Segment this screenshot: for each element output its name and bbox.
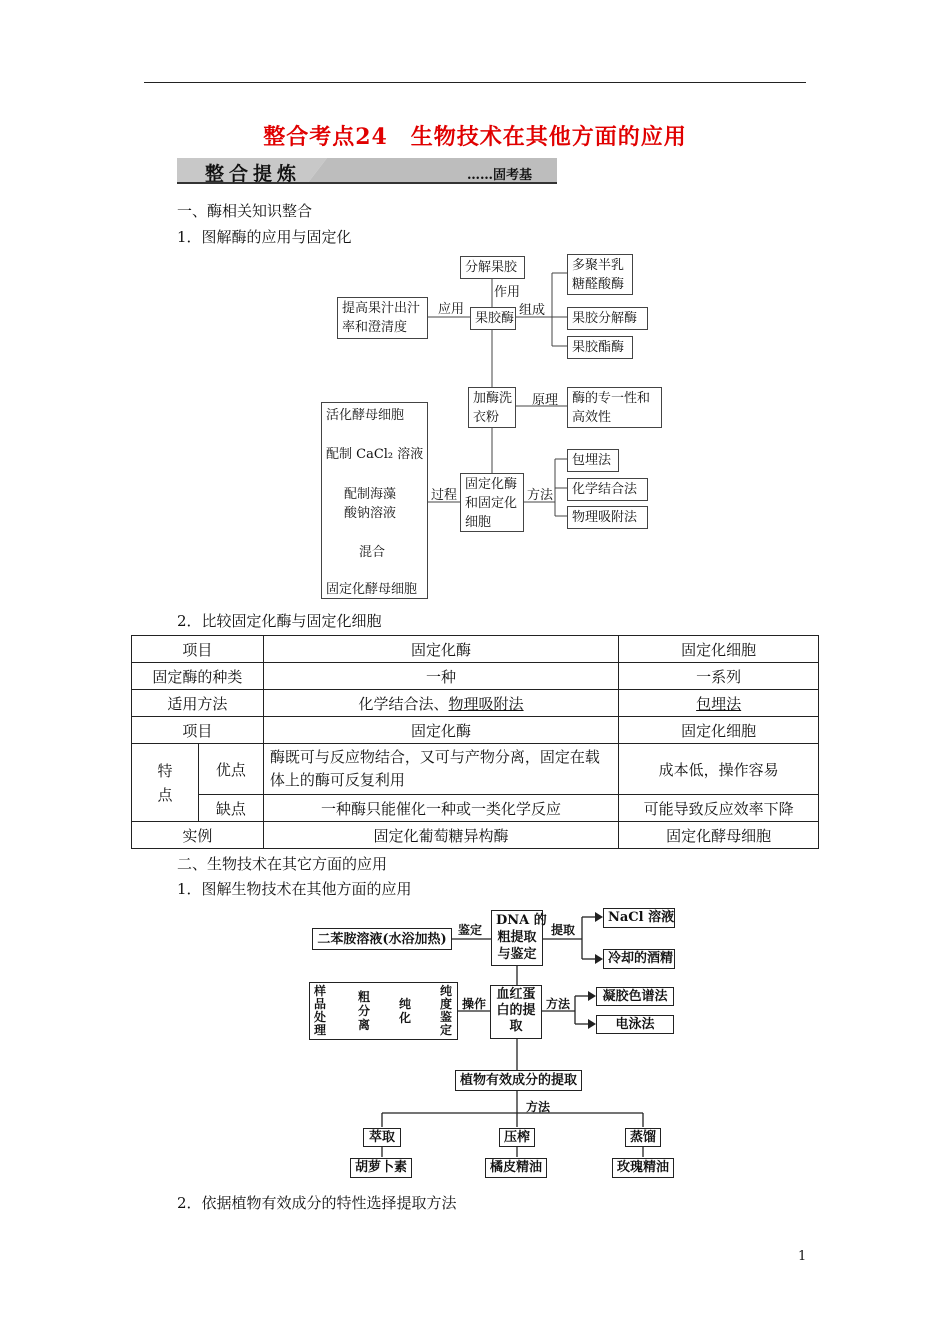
dna-box (491, 910, 547, 966)
chemical-binding-box: 化学结合法 (567, 478, 648, 501)
purify-char-1: 纯 (399, 997, 412, 1011)
entrapment-text: 包埋法 (696, 694, 742, 713)
enzyme-1-line-2: 糖醛酸酶 (572, 277, 625, 292)
step-activate-yeast: 活化酵母细胞 (326, 408, 405, 423)
step-alginate-1: 配制海藻 (344, 487, 397, 502)
sample-label (314, 985, 326, 1037)
section-2-heading: 二、生物技术在其它方面的应用 (177, 855, 388, 873)
hemoglobin-line-2: 白的提 (496, 1003, 536, 1018)
purity-char-3: 鉴 (440, 1010, 453, 1024)
section-1-sub1: 1．图解酶的应用与固定化 (177, 228, 352, 246)
purity-char-1: 纯 (440, 984, 453, 998)
step-immobilized-yeast: 固定化酵母细胞 (326, 582, 418, 597)
detergent-line-1: 加酶洗 (473, 391, 513, 406)
table-cell: 适用方法 (132, 690, 264, 717)
purify-label (399, 997, 411, 1025)
section-1-sub2: 2．比较固定化酶与固定化细胞 (177, 612, 382, 630)
crude-char-3: 离 (358, 1018, 371, 1032)
chem-binding-text: 化学结合法、 (358, 694, 449, 713)
table-cell: 固定化细胞 (619, 636, 819, 663)
enzyme-1-line-1: 多聚半乳 (572, 258, 625, 273)
specificity-line-1: 酶的专一性和 (572, 391, 651, 406)
table-cell: 实例 (132, 822, 264, 849)
immobilized-line-2: 和固定化 (465, 496, 518, 511)
step-alginate-2: 酸钠溶液 (344, 506, 397, 521)
step-prepare-cacl2: 配制 CaCl₂ 溶液 (326, 447, 424, 462)
crude-label (358, 990, 370, 1032)
carotene-box: 胡萝卜素 (350, 1158, 412, 1178)
purity-label (440, 985, 452, 1037)
process-label: 过程 (431, 488, 458, 503)
purity-char-4: 定 (440, 1023, 453, 1037)
hemoglobin-line-1: 血红蛋 (496, 987, 536, 1002)
table-cell: 固定化酶 (263, 717, 618, 744)
page-number: 1 (798, 1249, 807, 1264)
dna-line-2: 粗提取 (497, 930, 537, 945)
section-2-sub1: 1．图解生物技术在其他方面的应用 (177, 880, 412, 898)
crude-char-2: 分 (358, 1004, 371, 1018)
gel-box: 凝胶色谱法 (596, 987, 674, 1006)
entrapment-box: 包埋法 (567, 449, 619, 472)
diphenylamine-box: 二苯胺溶液(水浴加热) (312, 928, 452, 950)
decompose-pectin-box: 分解果胶 (460, 256, 525, 279)
page-title: 整合考点24 生物技术在其他方面的应用 (263, 124, 687, 150)
section-2-sub2: 2．依据植物有效成分的特性选择提取方法 (177, 1194, 457, 1212)
extract-label: 提取 (551, 923, 576, 937)
purify-char-2: 化 (399, 1011, 412, 1025)
plant-method-label: 方法 (526, 1100, 551, 1114)
table-cell: 固定化细胞 (619, 717, 819, 744)
specificity-line-2: 高效性 (572, 410, 612, 425)
dna-line-1: DNA 的 (496, 913, 547, 928)
table-cell: 一种 (263, 663, 618, 690)
section-1-heading: 一、酶相关知识整合 (177, 202, 313, 220)
phys-adsorption-text: 物理吸附法 (448, 694, 524, 713)
table-cell: 缺点 (198, 795, 263, 822)
principle-label: 原理 (532, 393, 559, 408)
step-mix: 混合 (359, 545, 386, 560)
rose-oil-box: 玫瑰精油 (612, 1158, 674, 1178)
purity-char-2: 度 (440, 997, 453, 1011)
dna-line-3: 与鉴定 (497, 947, 537, 962)
crude-char-1: 粗 (358, 990, 371, 1004)
table-cell: 可能导致反应效率下降 (619, 795, 819, 822)
use-label: 应用 (438, 302, 465, 317)
distillation-box: 蒸馏 (625, 1128, 661, 1147)
table-cell: 固定化葡萄糖异构酶 (263, 822, 618, 849)
table-cell: 一种酶只能催化一种或一类化学反应 (263, 795, 618, 822)
orange-oil-box: 橘皮精油 (485, 1158, 547, 1178)
table-cell: 成本低，操作容易 (619, 744, 819, 795)
pectinase-box: 果胶酶 (470, 307, 516, 330)
hemoglobin-method-label: 方法 (546, 997, 571, 1011)
sample-char-4: 理 (314, 1023, 327, 1037)
sample-char-1: 样 (314, 984, 327, 998)
physical-adsorption-box: 物理吸附法 (567, 506, 648, 529)
pectinesterase-box: 果胶酯酶 (567, 336, 633, 359)
hemoglobin-steps-box (309, 982, 458, 1040)
juice-line-2: 率和澄清度 (342, 320, 408, 335)
table-cell: 固定化酵母细胞 (619, 822, 819, 849)
juice-line-1: 提高果汁出汁 (342, 301, 421, 316)
hemoglobin-box (490, 985, 542, 1039)
sample-char-2: 品 (314, 997, 327, 1011)
sample-char-3: 处 (314, 1010, 327, 1024)
detergent-line-2: 衣粉 (473, 410, 500, 425)
nacl-box: NaCl 溶液 (603, 908, 675, 928)
table-cell: 酶既可与反应物结合，又可与产物分离，固定在载体上的酶可反复利用 (263, 744, 618, 795)
banner-left-text: 整合提炼 (205, 163, 302, 185)
hemoglobin-line-3: 取 (509, 1019, 523, 1034)
pectin-lyase-box: 果胶分解酶 (567, 307, 648, 330)
table-cell: 一系列 (619, 663, 819, 690)
method-label: 方法 (527, 488, 554, 503)
table-cell: 固定化酶 (263, 636, 618, 663)
table-cell: 项目 (132, 717, 264, 744)
electro-box: 电泳法 (596, 1015, 674, 1034)
immobilized-line-1: 固定化酶 (465, 477, 518, 492)
operation-label: 操作 (462, 997, 487, 1011)
banner-right-text: ……固考基 (467, 168, 533, 183)
table-cell: 固定酶的种类 (132, 663, 264, 690)
pressing-box: 压榨 (499, 1128, 535, 1147)
alcohol-box: 冷却的酒精 (603, 949, 675, 969)
action-label: 作用 (494, 285, 521, 300)
table-cell: 项目 (132, 636, 264, 663)
compose-label: 组成 (519, 303, 546, 318)
immobilized-line-3: 细胞 (465, 515, 492, 530)
extraction-box: 萃取 (363, 1128, 401, 1147)
table-cell: 优点 (198, 744, 263, 795)
plant-box: 植物有效成分的提取 (455, 1070, 582, 1091)
identify-label: 鉴定 (458, 923, 483, 937)
feature-char-2: 点 (157, 785, 173, 804)
feature-char-1: 特 (157, 761, 173, 780)
